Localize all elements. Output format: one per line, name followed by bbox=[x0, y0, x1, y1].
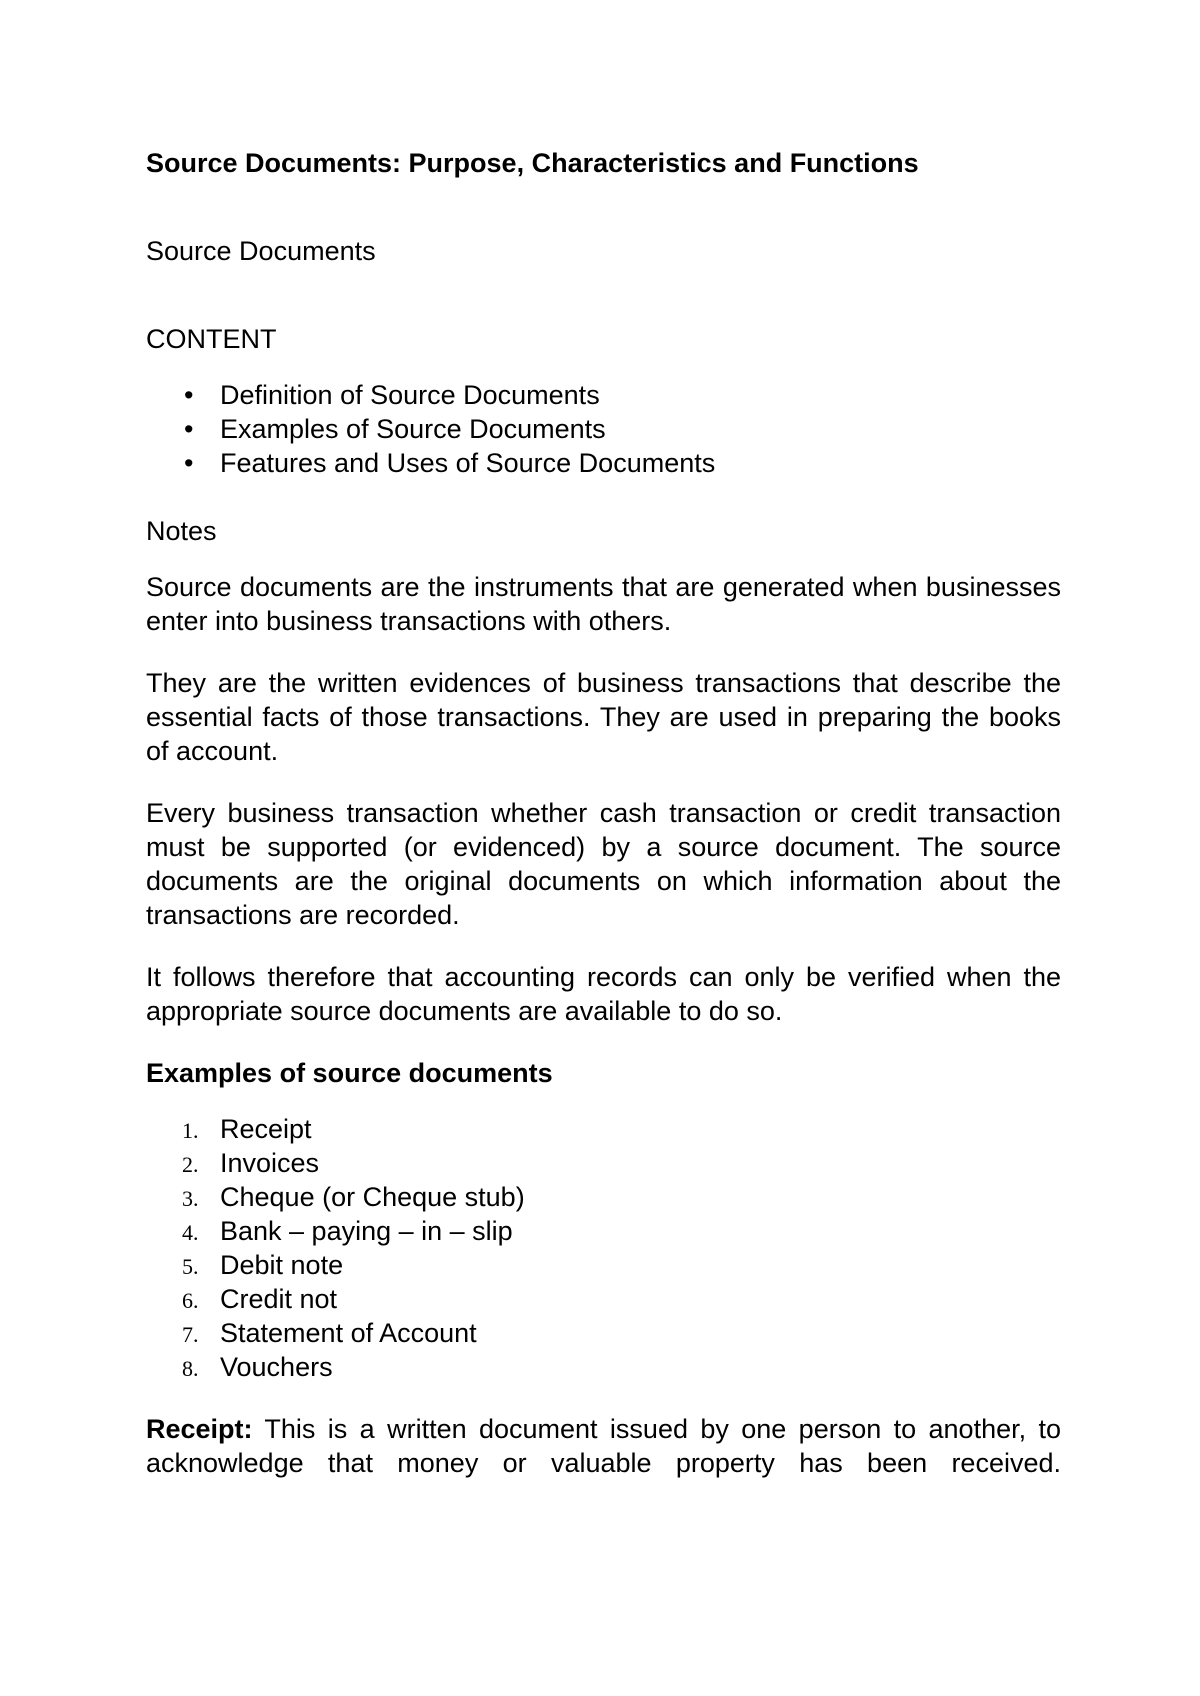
paragraph: They are the written evidences of business transactions that describe the essential facts of those transactions. They are used in preparing the books of account. bbox=[146, 668, 1061, 766]
list-item bbox=[146, 1180, 1061, 1214]
list-number: 3. bbox=[182, 1186, 199, 1211]
list-item bbox=[146, 1282, 1061, 1316]
list-item bbox=[146, 412, 1061, 446]
bullet-icon: • bbox=[184, 448, 194, 478]
notes-label: Notes bbox=[146, 516, 217, 546]
examples-list bbox=[146, 1112, 1061, 1384]
list-item bbox=[146, 1248, 1061, 1282]
content-list bbox=[146, 378, 1061, 480]
receipt-lead: Receipt: bbox=[146, 1414, 253, 1444]
receipt-text: This is a written document issued by one person to another, to acknowledge that money or valuable property has been received. bbox=[146, 1414, 1061, 1478]
bullet-icon: • bbox=[184, 414, 194, 444]
content-label: CONTENT bbox=[146, 324, 277, 354]
list-number: 2. bbox=[182, 1152, 199, 1177]
list-item bbox=[146, 1112, 1061, 1146]
example-text: Credit not bbox=[220, 1284, 338, 1314]
list-number: 6. bbox=[182, 1288, 199, 1313]
content-item-text: Examples of Source Documents bbox=[220, 414, 606, 444]
example-text: Receipt bbox=[220, 1114, 312, 1144]
content-item-text: Definition of Source Documents bbox=[220, 380, 600, 410]
paragraph: Source documents are the instruments that are generated when businesses enter into business transactions with others. bbox=[146, 572, 1061, 636]
receipt-paragraph bbox=[146, 1412, 1061, 1480]
example-text: Invoices bbox=[220, 1148, 320, 1178]
list-number: 7. bbox=[182, 1322, 199, 1347]
list-item bbox=[146, 378, 1061, 412]
paragraph: It follows therefore that accounting records can only be verified when the appropriate source documents are available to do so. bbox=[146, 962, 1061, 1026]
example-text: Statement of Account bbox=[220, 1318, 477, 1348]
document-subtitle: Source Documents bbox=[146, 236, 376, 266]
list-item bbox=[146, 1214, 1061, 1248]
example-text: Cheque (or Cheque stub) bbox=[220, 1182, 525, 1212]
list-item bbox=[146, 1350, 1061, 1384]
document-title: Source Documents: Purpose, Characteristics and Functions bbox=[146, 148, 919, 178]
list-number: 8. bbox=[182, 1356, 199, 1381]
example-text: Bank – paying – in – slip bbox=[220, 1216, 513, 1246]
list-item bbox=[146, 1316, 1061, 1350]
example-text: Vouchers bbox=[220, 1352, 333, 1382]
content-item-text: Features and Uses of Source Documents bbox=[220, 448, 716, 478]
list-number: 4. bbox=[182, 1220, 199, 1245]
list-number: 5. bbox=[182, 1254, 199, 1279]
document-page bbox=[146, 146, 1061, 1480]
bullet-icon: • bbox=[184, 380, 194, 410]
example-text: Debit note bbox=[220, 1250, 344, 1280]
examples-heading: Examples of source documents bbox=[146, 1058, 553, 1088]
paragraph: Every business transaction whether cash transaction or credit transaction must be supported (or evidenced) by a source document. The source documents are the original documents on which information about the transactions are recorded. bbox=[146, 798, 1061, 930]
list-item bbox=[146, 446, 1061, 480]
list-number: 1. bbox=[182, 1118, 199, 1143]
list-item bbox=[146, 1146, 1061, 1180]
